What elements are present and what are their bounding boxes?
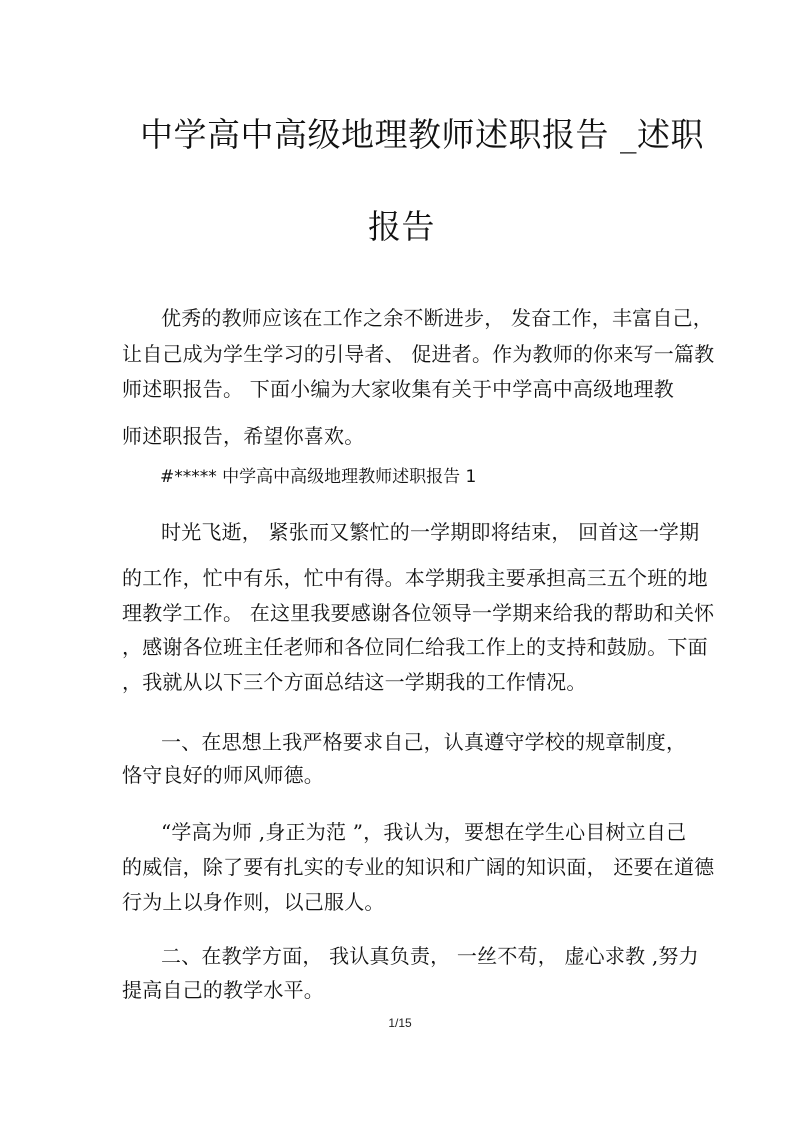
point2-line-1: 二、在教学方面， 我认真负责， 一丝不苟， 虚心求教 ,努力 (161, 944, 699, 968)
intro-line-4: 师述职报告，希望你喜欢。 (122, 424, 365, 448)
paragraph1-line-3: 理教学工作。 在这里我要感谢各位领导一学期来给我的帮助和关怀 (122, 601, 715, 625)
paragraph1-line-5: ，我就从以下三个方面总结这一学期我的工作情况。 (122, 670, 587, 694)
intro-line-3: 师述职报告。 下面小编为大家收集有关于中学高中高级地理教 (122, 377, 674, 401)
document-title-line-1: 中学高中高级地理教师述职报告 _述职 (140, 115, 704, 154)
paragraph1-line-4: ，感谢各位班主任老师和各位同仁给我工作上的支持和鼓励。下面 (122, 635, 708, 659)
paragraph2-line-2: 的威信，除了要有扎实的专业的知识和广阔的知识面， 还要在道德 (122, 855, 715, 879)
point1-line-2: 恪守良好的师风师德。 (122, 763, 324, 787)
intro-line-2: 让自己成为学生学习的引导者、 促进者。作为教师的你来写一篇教 (122, 342, 715, 366)
page-number: 1/15 (388, 1016, 412, 1030)
paragraph1-line-1: 时光飞逝， 紧张而又繁忙的一学期即将结束， 回首这一学期 (161, 520, 700, 544)
intro-line-1: 优秀的教师应该在工作之余不断进步， 发奋工作，丰富自己， (161, 306, 713, 330)
point2-line-2: 提高自己的教学水平。 (122, 978, 324, 1002)
paragraph2-line-3: 行为上以身作则，以己服人。 (122, 890, 385, 914)
point1-line-1: 一、在思想上我严格要求自己，认真遵守学校的规章制度， (161, 730, 687, 754)
paragraph2-line-1: “学高为师 ,身正为范 ”，我认为，要想在学生心目树立自己 (161, 820, 687, 844)
section-heading: #***** 中学高中高级地理教师述职报告 1 (160, 467, 477, 487)
document-title-line-2: 报告 (368, 207, 435, 246)
paragraph1-line-2: 的工作，忙中有乐，忙中有得。本学期我主要承担高三五个班的地 (122, 566, 708, 590)
